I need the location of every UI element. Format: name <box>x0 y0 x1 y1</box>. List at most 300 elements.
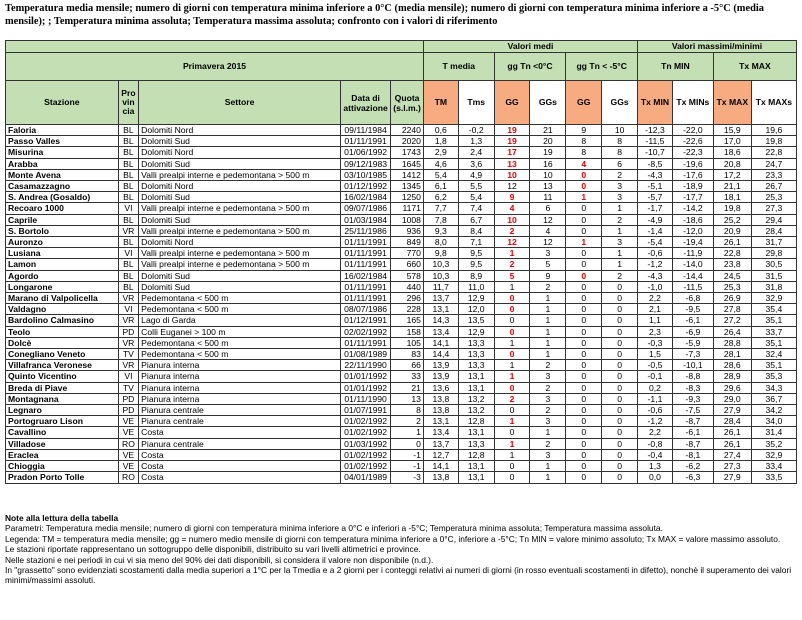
col-tx-max: Tx MAX <box>713 81 751 125</box>
table-cell: 01/01/1992 <box>340 371 390 382</box>
table-cell: Pianura interna <box>139 360 341 371</box>
table-cell: 0 <box>566 472 602 483</box>
table-cell: 1 <box>530 293 566 304</box>
table-cell: 10 <box>494 169 530 180</box>
notes-line: Parametri: Temperatura media mensile; numero di giorni con temperatura minima inferiore a 0°C e inferiori a -5°C; Temperatura minima assoluta; Temperatura massima assoluta. <box>5 523 663 534</box>
table-cell: 13 <box>494 158 530 169</box>
table-cell: 0 <box>566 405 602 416</box>
table-row <box>6 416 797 427</box>
table-cell: 23,3 <box>751 169 796 180</box>
table-row <box>6 203 797 214</box>
table-cell: 2 <box>494 225 530 236</box>
table-cell: Lamon <box>6 259 119 270</box>
table-cell: 01/12/1992 <box>340 181 390 192</box>
table-cell: Pianura centrale <box>139 438 341 449</box>
table-cell: 17,0 <box>713 136 751 147</box>
table-cell: 4,6 <box>423 158 458 169</box>
table-cell: 35,1 <box>751 337 796 348</box>
table-cell: 27,2 <box>713 315 751 326</box>
header-spacer <box>6 41 424 53</box>
table-cell: Recoaro 1000 <box>6 203 119 214</box>
col-settore: Settore <box>139 81 341 125</box>
table-cell: 10,3 <box>423 270 458 281</box>
table-cell: 01/12/1991 <box>340 315 390 326</box>
table-cell: 0,0 <box>638 472 673 483</box>
table-cell: 8 <box>602 136 638 147</box>
table-cell: Valli prealpi interne e pedemontana > 500 m <box>139 169 341 180</box>
table-row <box>6 405 797 416</box>
table-cell: Casamazzagno <box>6 181 119 192</box>
table-cell: 0 <box>602 360 638 371</box>
sub-tn-min: Tn MIN <box>638 53 714 81</box>
table-cell: 1 <box>530 315 566 326</box>
table-cell: 21 <box>530 125 566 136</box>
table-cell: RO <box>118 438 138 449</box>
table-cell: 13,4 <box>423 427 458 438</box>
table-row <box>6 158 797 169</box>
table-cell: 8 <box>566 136 602 147</box>
table-cell: 01/07/1991 <box>340 405 390 416</box>
table-cell: -14,0 <box>672 259 713 270</box>
table-cell: 1 <box>602 203 638 214</box>
table-cell: 26,1 <box>713 438 751 449</box>
table-cell: -3 <box>391 472 424 483</box>
table-cell: 8,0 <box>423 237 458 248</box>
table-cell: 19,8 <box>751 136 796 147</box>
table-cell: 0 <box>566 214 602 225</box>
table-cell: -7,5 <box>672 405 713 416</box>
table-cell: 33 <box>391 371 424 382</box>
table-cell: BL <box>118 158 138 169</box>
table-cell: 0 <box>566 259 602 270</box>
table-cell: 28,1 <box>713 349 751 360</box>
table-row <box>6 360 797 371</box>
table-cell: 13,3 <box>458 349 494 360</box>
table-cell: Dolomiti Sud <box>139 270 341 281</box>
table-cell: 2 <box>494 259 530 270</box>
table-row <box>6 192 797 203</box>
col-gg0: GG <box>494 81 530 125</box>
table-cell: 15,9 <box>713 125 751 136</box>
table-cell: S. Bortolo <box>6 225 119 236</box>
table-cell: -1,0 <box>638 281 673 292</box>
table-cell: 1 <box>494 438 530 449</box>
table-cell: 0 <box>566 315 602 326</box>
table-cell: -0,1 <box>638 371 673 382</box>
table-cell: 3 <box>530 248 566 259</box>
table-cell: 31,8 <box>751 281 796 292</box>
table-cell: 01/11/1991 <box>340 259 390 270</box>
table-cell: 1 <box>494 281 530 292</box>
table-cell: 1 <box>494 337 530 348</box>
table-cell: 13,1 <box>458 427 494 438</box>
table-cell: 0 <box>602 293 638 304</box>
table-cell: 1 <box>494 449 530 460</box>
table-cell: Dolcè <box>6 337 119 348</box>
table-row <box>6 125 797 136</box>
table-cell: 13,8 <box>423 393 458 404</box>
table-cell: 1 <box>494 248 530 259</box>
table-cell: 12,8 <box>458 416 494 427</box>
table-cell: 228 <box>391 304 424 315</box>
table-cell: VE <box>118 427 138 438</box>
table-cell: S. Andrea (Gosaldo) <box>6 192 119 203</box>
table-cell: -6,1 <box>672 315 713 326</box>
table-cell: 27,4 <box>713 449 751 460</box>
table-cell: 01/11/1991 <box>340 136 390 147</box>
table-cell: 8 <box>391 405 424 416</box>
table-cell: 0 <box>494 326 530 337</box>
table-cell: -0,6 <box>638 405 673 416</box>
table-cell: 13,8 <box>423 405 458 416</box>
table-cell: 0,2 <box>638 382 673 393</box>
notes-title: Note alla lettura della tabella <box>5 513 119 523</box>
table-cell: Misurina <box>6 147 119 158</box>
table-cell: 01/03/1984 <box>340 214 390 225</box>
table-cell: 0 <box>566 169 602 180</box>
table-cell: 1 <box>391 427 424 438</box>
col-gg5: GG <box>566 81 602 125</box>
table-cell: Legnaro <box>6 405 119 416</box>
table-cell: -0,8 <box>638 438 673 449</box>
table-cell: 1 <box>602 259 638 270</box>
table-cell: 01/02/1992 <box>340 461 390 472</box>
table-cell: Dolomiti Sud <box>139 192 341 203</box>
table-cell: 2,2 <box>638 427 673 438</box>
table-cell: 5,4 <box>458 192 494 203</box>
table-cell: 0 <box>566 349 602 360</box>
table-cell: Valdagno <box>6 304 119 315</box>
table-row <box>6 248 797 259</box>
table-cell: -6,9 <box>672 326 713 337</box>
table-row <box>6 281 797 292</box>
table-cell: 9 <box>566 125 602 136</box>
table-cell: 0 <box>566 427 602 438</box>
table-cell: -19,6 <box>672 158 713 169</box>
table-cell: 0 <box>494 461 530 472</box>
table-cell: Chioggia <box>6 461 119 472</box>
table-cell: Breda di Piave <box>6 382 119 393</box>
table-cell: 01/11/1990 <box>340 393 390 404</box>
table-cell: -0,2 <box>458 125 494 136</box>
table-cell: 0 <box>566 461 602 472</box>
table-cell: 6,2 <box>423 192 458 203</box>
table-cell: Faloria <box>6 125 119 136</box>
table-cell: -11,5 <box>638 136 673 147</box>
table-cell: Pradon Porto Tolle <box>6 472 119 483</box>
table-cell: 22,8 <box>751 147 796 158</box>
table-row <box>6 427 797 438</box>
table-cell: 0 <box>494 382 530 393</box>
table-cell: 2,3 <box>638 326 673 337</box>
table-cell: 0 <box>494 304 530 315</box>
table-cell: 25,3 <box>751 192 796 203</box>
table-cell: 9 <box>494 192 530 203</box>
table-cell: RO <box>118 472 138 483</box>
table-cell: 4,9 <box>458 169 494 180</box>
table-cell: 0 <box>566 304 602 315</box>
table-row <box>6 293 797 304</box>
table-cell: 20,8 <box>713 158 751 169</box>
sub-gg-tn-5: gg Tn < -5°C <box>566 53 638 81</box>
table-cell: 17 <box>494 147 530 158</box>
table-cell: -1,1 <box>638 393 673 404</box>
table-cell: -5,7 <box>638 192 673 203</box>
table-cell: 01/11/1991 <box>340 293 390 304</box>
col-tx-mins: Tx MINs <box>672 81 713 125</box>
table-cell: 0 <box>566 181 602 192</box>
table-row <box>6 315 797 326</box>
table-cell: 18,1 <box>713 192 751 203</box>
col-tm: TM <box>423 81 458 125</box>
table-cell: -22,3 <box>672 147 713 158</box>
table-cell: Dolomiti Nord <box>139 125 341 136</box>
table-row <box>6 169 797 180</box>
table-cell: 12 <box>530 237 566 248</box>
table-cell: -6,3 <box>672 472 713 483</box>
table-cell: Costa <box>139 472 341 483</box>
table-cell: 22,8 <box>713 248 751 259</box>
col-quota: Quota (s.l.m.) <box>391 81 424 125</box>
col-data-attivazione: Data di attivazione <box>340 81 390 125</box>
table-cell: 34,3 <box>751 382 796 393</box>
table-cell: 18,6 <box>713 147 751 158</box>
table-cell: 578 <box>391 270 424 281</box>
table-cell: Valli prealpi interne e pedemontana > 500 m <box>139 225 341 236</box>
table-cell: Valli prealpi interne e pedemontana > 500 m <box>139 259 341 270</box>
table-cell: Colli Euganei > 100 m <box>139 326 341 337</box>
table-cell: VR <box>118 360 138 371</box>
table-cell: Dolomiti Sud <box>139 214 341 225</box>
table-cell: 29,6 <box>713 382 751 393</box>
table-cell: 01/08/1989 <box>340 349 390 360</box>
table-cell: 770 <box>391 248 424 259</box>
sub-gg-tn-0: gg Tn <0°C <box>494 53 566 81</box>
table-cell: Dolomiti Nord <box>139 237 341 248</box>
table-cell: 17,2 <box>713 169 751 180</box>
table-cell: 13,1 <box>458 461 494 472</box>
notes-line: Nelle stazioni e nei periodi in cui vi sia meno del 90% dei dati disponibili, si considera il valore non disponibile (n.d.). <box>5 554 434 565</box>
table-cell: 29,0 <box>713 393 751 404</box>
table-cell: 0 <box>566 438 602 449</box>
table-cell: -5,9 <box>672 337 713 348</box>
table-row <box>6 461 797 472</box>
table-cell: 21 <box>391 382 424 393</box>
table-cell: 4 <box>530 225 566 236</box>
table-cell: Pianura interna <box>139 371 341 382</box>
table-cell: Costa <box>139 461 341 472</box>
table-cell: -6,1 <box>672 427 713 438</box>
table-cell: 32,4 <box>751 349 796 360</box>
sub-tx-max: Tx MAX <box>713 53 796 81</box>
table-cell: 33,4 <box>751 461 796 472</box>
table-cell: 13,3 <box>458 360 494 371</box>
table-cell: 35,3 <box>751 371 796 382</box>
table-cell: 28,4 <box>713 416 751 427</box>
table-cell: 165 <box>391 315 424 326</box>
table-cell: VI <box>118 304 138 315</box>
table-cell: 0 <box>602 393 638 404</box>
table-cell: 14,1 <box>423 461 458 472</box>
table-cell: 25,3 <box>713 281 751 292</box>
table-cell: -14,2 <box>672 203 713 214</box>
table-cell: Valli prealpi interne e pedemontana > 500 m <box>139 203 341 214</box>
table-cell: -11,5 <box>672 281 713 292</box>
table-cell: 8,9 <box>458 270 494 281</box>
table-cell: 28,9 <box>713 371 751 382</box>
table-cell: 33,5 <box>751 472 796 483</box>
table-cell: VR <box>118 225 138 236</box>
table-cell: 158 <box>391 326 424 337</box>
table-cell: 0 <box>494 349 530 360</box>
table-cell: 02/02/1992 <box>340 326 390 337</box>
table-cell: Dolomiti Sud <box>139 158 341 169</box>
table-cell: 1008 <box>391 214 424 225</box>
table-cell: -9,5 <box>672 304 713 315</box>
table-row <box>6 147 797 158</box>
table-cell: Montagnana <box>6 393 119 404</box>
table-cell: 19 <box>494 136 530 147</box>
table-cell: 6,7 <box>458 214 494 225</box>
table-cell: 31,5 <box>751 270 796 281</box>
table-cell: Portogruaro Lison <box>6 416 119 427</box>
table-cell: 30,5 <box>751 259 796 270</box>
table-cell: 1,3 <box>458 136 494 147</box>
table-cell: 9,3 <box>423 225 458 236</box>
table-cell: 25,2 <box>713 214 751 225</box>
col-ggs0: GGs <box>530 81 566 125</box>
table-cell: 1 <box>530 427 566 438</box>
table-cell: 13,9 <box>423 371 458 382</box>
col-tx-maxs: Tx MAXs <box>751 81 796 125</box>
table-row <box>6 225 797 236</box>
table-cell: -1 <box>391 449 424 460</box>
table-row <box>6 181 797 192</box>
table-cell: Caprile <box>6 214 119 225</box>
table-cell: 12 <box>494 181 530 192</box>
table-cell: 19 <box>494 125 530 136</box>
table-cell: 19,8 <box>713 203 751 214</box>
table-cell: 2 <box>530 405 566 416</box>
table-cell: 0 <box>602 405 638 416</box>
table-cell: VI <box>118 248 138 259</box>
table-cell: 4 <box>566 158 602 169</box>
table-cell: Passo Valles <box>6 136 119 147</box>
table-cell: VR <box>118 315 138 326</box>
table-cell: TV <box>118 382 138 393</box>
table-cell: Eraclea <box>6 449 119 460</box>
table-cell: -0,4 <box>638 449 673 460</box>
group-valori-medi: Valori medi <box>423 41 637 53</box>
table-cell: 34,0 <box>751 416 796 427</box>
table-cell: 35,1 <box>751 315 796 326</box>
table-cell: 5,5 <box>458 181 494 192</box>
table-row <box>6 438 797 449</box>
table-cell: -1 <box>391 461 424 472</box>
table-cell: 26,1 <box>713 237 751 248</box>
table-cell: 13,3 <box>458 337 494 348</box>
table-cell: PD <box>118 326 138 337</box>
table-cell: 32,9 <box>751 449 796 460</box>
table-cell: 0 <box>566 248 602 259</box>
table-cell: 0 <box>566 281 602 292</box>
table-cell: 0,6 <box>423 125 458 136</box>
table-cell: Valli prealpi interne e pedemontana > 500 m <box>139 248 341 259</box>
table-cell: -6,2 <box>672 461 713 472</box>
table-cell: 2240 <box>391 125 424 136</box>
table-cell: BL <box>118 281 138 292</box>
table-row <box>6 304 797 315</box>
table-cell: 1 <box>566 237 602 248</box>
table-cell: 2 <box>494 393 530 404</box>
table-cell: -14,4 <box>672 270 713 281</box>
table-cell: 29,4 <box>751 214 796 225</box>
table-cell: -5,4 <box>638 237 673 248</box>
table-cell: 2020 <box>391 136 424 147</box>
table-cell: 1,3 <box>638 461 673 472</box>
table-cell: 01/03/1992 <box>340 438 390 449</box>
table-cell: -8,8 <box>672 371 713 382</box>
table-cell: 24,7 <box>751 158 796 169</box>
table-row <box>6 393 797 404</box>
table-cell: 27,9 <box>713 472 751 483</box>
table-cell: 13,1 <box>423 416 458 427</box>
table-cell: 23,8 <box>713 259 751 270</box>
table-cell: 2 <box>602 214 638 225</box>
table-cell: VR <box>118 293 138 304</box>
table-cell: 7,4 <box>458 203 494 214</box>
table-cell: Villafranca Veronese <box>6 360 119 371</box>
table-row <box>6 337 797 348</box>
table-cell: 6,1 <box>423 181 458 192</box>
table-cell: 13,4 <box>423 326 458 337</box>
sub-t-media: T media <box>423 53 494 81</box>
table-cell: 3 <box>530 393 566 404</box>
table-cell: 2 <box>530 438 566 449</box>
table-cell: 1 <box>494 371 530 382</box>
table-cell: 3 <box>602 237 638 248</box>
table-row <box>6 472 797 483</box>
table-cell: VI <box>118 371 138 382</box>
table-cell: 83 <box>391 349 424 360</box>
table-cell: 08/07/1986 <box>340 304 390 315</box>
table-cell: VI <box>118 203 138 214</box>
table-cell: 105 <box>391 337 424 348</box>
table-cell: 0 <box>566 225 602 236</box>
table-cell: 27,3 <box>713 461 751 472</box>
col-ggs5: GGs <box>602 81 638 125</box>
table-cell: 0 <box>566 293 602 304</box>
table-cell: 12 <box>530 214 566 225</box>
table-cell: -0,5 <box>638 360 673 371</box>
table-cell: -1,7 <box>638 203 673 214</box>
table-cell: 7,1 <box>458 237 494 248</box>
table-cell: -17,7 <box>672 192 713 203</box>
table-cell: 13,7 <box>423 293 458 304</box>
notes-line: In "grassetto" sono evidenziati scostamenti dalla media superiori a 1°C per la Tmedia e a 2 giorni per i conteggi relativi ai numeri di giorni (in rosso eventuali scostamenti in difetto), nonchè il superamento dei valori minimi/massimi assoluti. <box>5 565 792 586</box>
table-cell: 2 <box>602 169 638 180</box>
table-cell: BL <box>118 147 138 158</box>
table-cell: 0 <box>566 371 602 382</box>
table-cell: 13,8 <box>423 472 458 483</box>
table-cell: -12,0 <box>672 225 713 236</box>
table-cell: Pianura interna <box>139 382 341 393</box>
table-cell: 10,3 <box>423 259 458 270</box>
table-cell: -0,6 <box>638 248 673 259</box>
table-cell: 2,1 <box>638 304 673 315</box>
table-cell: 26,4 <box>713 326 751 337</box>
table-cell: 0 <box>602 382 638 393</box>
